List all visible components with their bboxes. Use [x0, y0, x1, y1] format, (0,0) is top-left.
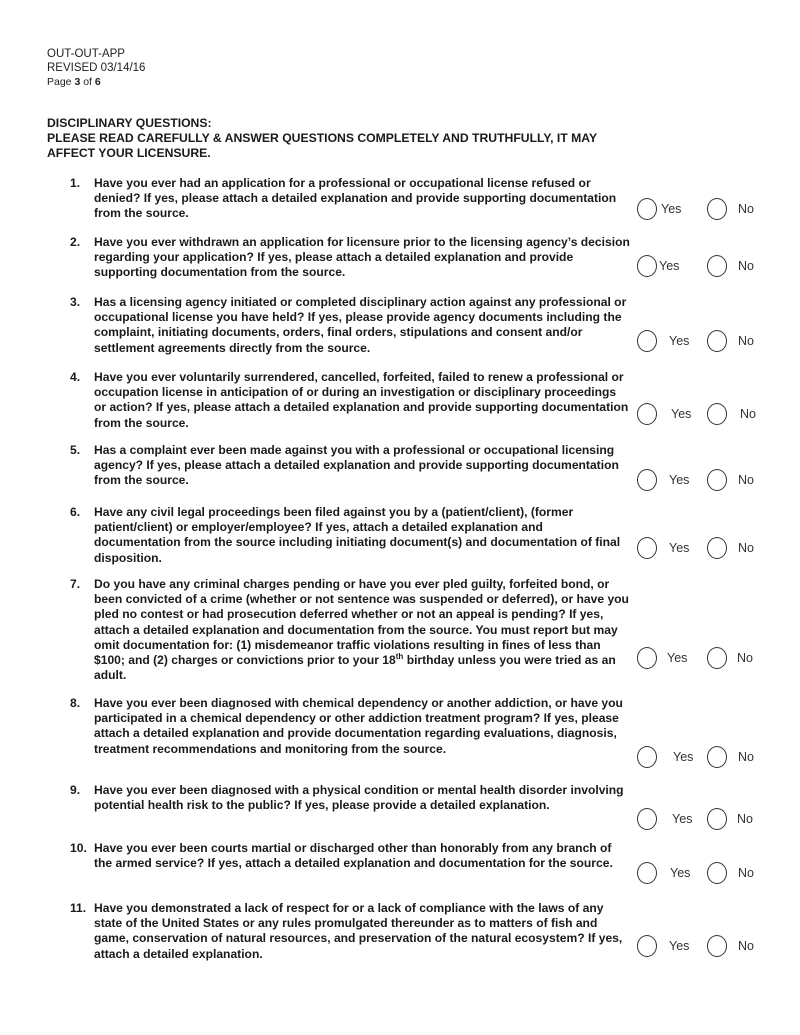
radio-no[interactable]	[707, 746, 727, 768]
question-text: Has a complaint ever been made against you with a professional or occupational licensing agency? If yes, please attach a detailed explanation and provide supporting documentation from the source.	[94, 443, 619, 488]
question-11-answer	[637, 935, 777, 959]
radio-yes[interactable]	[637, 403, 657, 425]
yes-label: Yes	[669, 473, 690, 487]
radio-yes[interactable]	[637, 808, 657, 830]
question-number: 3.	[70, 295, 81, 309]
yes-label: Yes	[661, 202, 682, 216]
question-7-answer	[637, 647, 777, 671]
question-1	[70, 176, 630, 222]
no-label: No	[738, 259, 754, 273]
page-indicator: Page 3 of 6	[47, 76, 101, 88]
no-label: No	[738, 334, 754, 348]
radio-no[interactable]	[707, 198, 727, 220]
no-label: No	[738, 866, 754, 880]
question-text: Have you ever been diagnosed with chemical dependency or another addiction, or have you participated in a chemical dependency or other addiction treatment program? If yes, please attach a detailed explanation and provide documentation regarding evaluations, diagnosis, treatment recommendations and monitoring from the source.	[94, 696, 623, 756]
no-label: No	[738, 202, 754, 216]
question-6-answer	[637, 537, 777, 561]
question-number: 6.	[70, 505, 81, 519]
yes-label: Yes	[669, 334, 690, 348]
question-6	[70, 505, 630, 566]
radio-yes[interactable]	[637, 469, 657, 491]
radio-no[interactable]	[707, 935, 727, 957]
question-7	[70, 577, 630, 683]
radio-no[interactable]	[707, 862, 727, 884]
question-number: 9.	[70, 783, 81, 797]
question-number: 5.	[70, 443, 81, 457]
no-label: No	[737, 651, 753, 665]
question-1-answer	[637, 198, 777, 222]
question-text: Have you ever been courts martial or discharged other than honorably from any branch of the armed service? If yes, attach a detailed explanation and documentation for the source.	[94, 841, 613, 871]
radio-yes[interactable]	[637, 935, 657, 957]
question-9	[70, 783, 630, 813]
radio-yes[interactable]	[637, 537, 657, 559]
question-text: Have any civil legal proceedings been filed against you by a (patient/client), (former patient/client) or employer/employee? If yes, attach a detailed explanation and documentation from the source including initiating document(s) and documentation of final disposition.	[94, 505, 621, 565]
question-number: 7.	[70, 577, 81, 591]
yes-label: Yes	[671, 407, 692, 421]
radio-no[interactable]	[707, 255, 727, 277]
section-title	[47, 116, 647, 161]
question-text: Have you ever been diagnosed with a physical condition or mental health disorder involving potential health risk to the public? If yes, please provide a detailed explanation.	[94, 783, 624, 813]
radio-no[interactable]	[707, 330, 727, 352]
radio-yes[interactable]	[637, 255, 657, 277]
revised-date: REVISED 03/14/16	[47, 62, 146, 74]
question-9-answer	[637, 808, 777, 832]
no-label: No	[738, 541, 754, 555]
question-number: 11.	[70, 901, 87, 915]
question-text: Have you ever withdrawn an application for licensure prior to the licensing agency’s decision regarding your application? If yes, please attach a detailed explanation and provide supporting documentation from the source.	[94, 235, 630, 280]
form-code: OUT-OUT-APP	[47, 48, 125, 60]
radio-no[interactable]	[707, 808, 727, 830]
radio-no[interactable]	[707, 403, 727, 425]
yes-label: Yes	[659, 259, 680, 273]
question-text: Do you have any criminal charges pending or have you ever pled guilty, forfeited bond, or been convicted of a crime (whether or not sentence was suspended or deferred), or have you pled no contest or had prosecution deferred whether or not an appeal is pending? If yes, attach a detailed explanation and documentation from the source. You must report but may omit documentation for: (1) misdemeanor traffic violations resulting in fines of less than $100; and (2) charges or convictions prior to your 18th birthday unless you were tried as an adult.	[94, 577, 629, 683]
question-5	[70, 443, 630, 489]
question-number: 4.	[70, 370, 81, 384]
radio-no[interactable]	[707, 537, 727, 559]
yes-label: Yes	[670, 866, 691, 880]
no-label: No	[740, 407, 756, 421]
radio-yes[interactable]	[637, 330, 657, 352]
section-heading: DISCIPLINARY QUESTIONS:	[47, 116, 212, 130]
question-2-answer	[637, 255, 777, 279]
question-10	[70, 841, 630, 871]
question-number: 8.	[70, 696, 81, 710]
question-number: 2.	[70, 235, 81, 249]
section-instructions: PLEASE READ CAREFULLY & ANSWER QUESTIONS COMPLETELY AND TRUTHFULLY, IT MAY AFFECT YOUR LICENSURE.	[47, 131, 597, 160]
radio-no[interactable]	[707, 469, 727, 491]
question-3	[70, 295, 630, 356]
radio-yes[interactable]	[637, 647, 657, 669]
yes-label: Yes	[667, 651, 688, 665]
no-label: No	[738, 939, 754, 953]
question-2	[70, 235, 630, 281]
question-text: Have you ever voluntarily surrendered, cancelled, forfeited, failed to renew a professional or occupation license in anticipation of or during an investigation or disciplinary proceedings or action? If yes, please attach a detailed explanation and provide supporting documentation from the source.	[94, 370, 629, 430]
yes-label: Yes	[669, 939, 690, 953]
radio-yes[interactable]	[637, 862, 657, 884]
question-4-answer	[637, 403, 777, 427]
yes-label: Yes	[669, 541, 690, 555]
yes-label: Yes	[672, 812, 693, 826]
question-number: 1.	[70, 176, 81, 190]
radio-no[interactable]	[707, 647, 727, 669]
question-4	[70, 370, 630, 431]
question-11	[70, 901, 630, 962]
question-text: Have you ever had an application for a professional or occupational license refused or denied? If yes, please attach a detailed explanation and provide supporting documentation from the source.	[94, 176, 617, 221]
radio-yes[interactable]	[637, 198, 657, 220]
question-number: 10.	[70, 841, 87, 855]
question-10-answer	[637, 862, 777, 886]
no-label: No	[737, 812, 753, 826]
question-8	[70, 696, 630, 757]
radio-yes[interactable]	[637, 746, 657, 768]
question-text: Has a licensing agency initiated or completed disciplinary action against any professional or occupational license you have held? If yes, please provide agency documents including the complaint, initiating documents, orders, final orders, stipulations and consent and/or settlement agreements directly from the source.	[94, 295, 627, 355]
no-label: No	[738, 750, 754, 764]
yes-label: Yes	[673, 750, 694, 764]
question-3-answer	[637, 330, 777, 354]
question-8-answer	[637, 746, 777, 770]
no-label: No	[738, 473, 754, 487]
question-5-answer	[637, 469, 777, 493]
question-text: Have you demonstrated a lack of respect for or a lack of compliance with the laws of any state of the United States or any rules promulgated thereunder as to matters of fish and game, conservation of natural resources, and preservation of the natural ecosystem? If yes, attach a detailed explanation.	[94, 901, 623, 961]
